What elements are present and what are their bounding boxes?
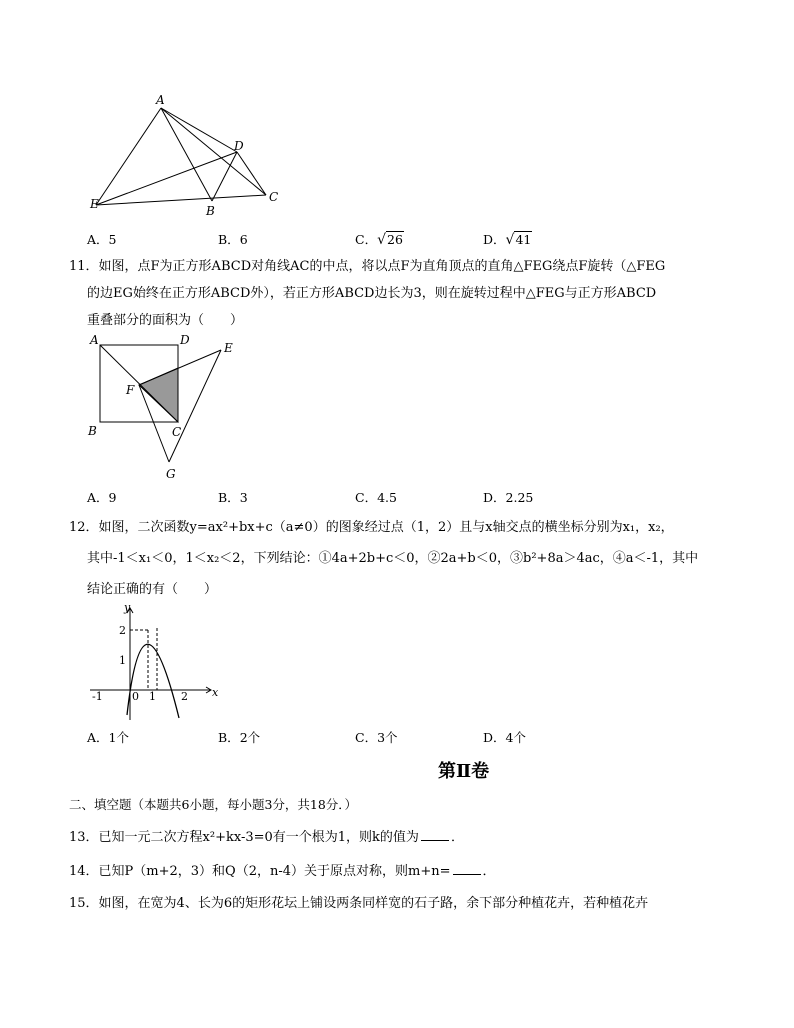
q11-label-a: A [90, 333, 99, 347]
q11-label-g: G [166, 467, 176, 481]
q12-line-1: 12．如图，二次函数y=ax²+bx+c（a≠0）的图象经过点（1，2）且与x轴交点的横坐标分别为x₁，x₂， [69, 520, 674, 535]
q12-tick-x0: 0 [132, 690, 139, 703]
section-title: 第Ⅱ卷 [438, 761, 490, 782]
q14-text-before: 14．已知P（m+2，3）和Q（2，n-4）关于原点对称，则m+n= [69, 864, 451, 879]
q14-text: 14．已知P（m+2，3）和Q（2，n-4）关于原点对称，则m+n= ． [69, 864, 496, 879]
q13-answer-blank[interactable] [421, 828, 449, 841]
q10-option-b[interactable]: B．6 [218, 232, 248, 247]
q11-overlap-shaded [139, 368, 178, 422]
q12-option-d[interactable]: D．4个 [483, 730, 526, 745]
q12-option-b[interactable]: B．2个 [218, 730, 261, 745]
q11-line-1: 11．如图，点F为正方形ABCD对角线AC的中点，将以点F为直角顶点的直角△FEG绕点F旋转（△FEG [69, 259, 666, 274]
q11-option-c[interactable]: C．4.5 [355, 490, 397, 505]
q11-line-3: 重叠部分的面积为（ ） [87, 313, 244, 328]
q11-label-d: D [180, 333, 190, 347]
q12-tick-x1: 1 [149, 690, 156, 703]
q12-option-c[interactable]: C．3个 [355, 730, 398, 745]
part2-heading: 二、填空题（本题共6小题，每小题3分，共18分．） [69, 797, 358, 812]
q10-figure [86, 92, 296, 222]
q11-line-2: 的边EG始终在正方形ABCD外），若正方形ABCD边长为3，则在旋转过程中△FEG与正方形ABCD [87, 286, 657, 301]
q11-option-a[interactable]: A．9 [87, 490, 117, 505]
q12-tick-x2: 2 [181, 690, 188, 703]
q12-tick-y1: 1 [119, 654, 126, 667]
q12-y-label: y [124, 601, 131, 614]
q11-label-e: E [224, 341, 233, 355]
q13-text-before: 13．已知一元二次方程x²+kx-3=0有一个根为1，则k的值为 [69, 830, 419, 845]
q12-line-3: 结论正确的有（ ） [87, 582, 218, 597]
q11-figure [86, 332, 246, 482]
q10-label-e: E [90, 197, 99, 211]
q10-option-a[interactable]: A．5 [87, 232, 117, 247]
q10-label-d: D [234, 139, 244, 153]
q12-graph [86, 600, 226, 725]
q12-line-2: 其中-1＜x₁＜0，1＜x₂＜2，下列结论：①4a+2b+c＜0，②2a+b＜0，③b²+8a＞4ac，④a＜-1，其中 [87, 551, 699, 566]
q12-option-a[interactable]: A．1个 [87, 730, 129, 745]
q11-option-b[interactable]: B．3 [218, 490, 248, 505]
q11-label-c: C [172, 425, 182, 439]
q10-option-d[interactable]: D．√41 [483, 232, 532, 248]
q11-option-d[interactable]: D．2.25 [483, 490, 534, 505]
q14-answer-blank[interactable] [453, 862, 481, 875]
q13-text: 13．已知一元二次方程x²+kx-3=0有一个根为1，则k的值为 ． [69, 830, 464, 845]
q11-label-b: B [88, 424, 97, 438]
q12-tick-xm1: -1 [92, 690, 103, 703]
q15-text: 15．如图，在宽为4、长为6的矩形花坛上铺设两条同样宽的石子路，余下部分种植花卉，若种植花卉 [69, 896, 649, 911]
q10-label-c: C [269, 190, 279, 204]
q12-x-label: x [212, 686, 219, 699]
q10-label-a: A [156, 93, 165, 107]
q10-option-c[interactable]: C．√26 [355, 232, 403, 248]
q11-label-f: F [126, 383, 135, 397]
q12-tick-y2: 2 [119, 624, 126, 637]
q10-label-b: B [206, 204, 215, 218]
